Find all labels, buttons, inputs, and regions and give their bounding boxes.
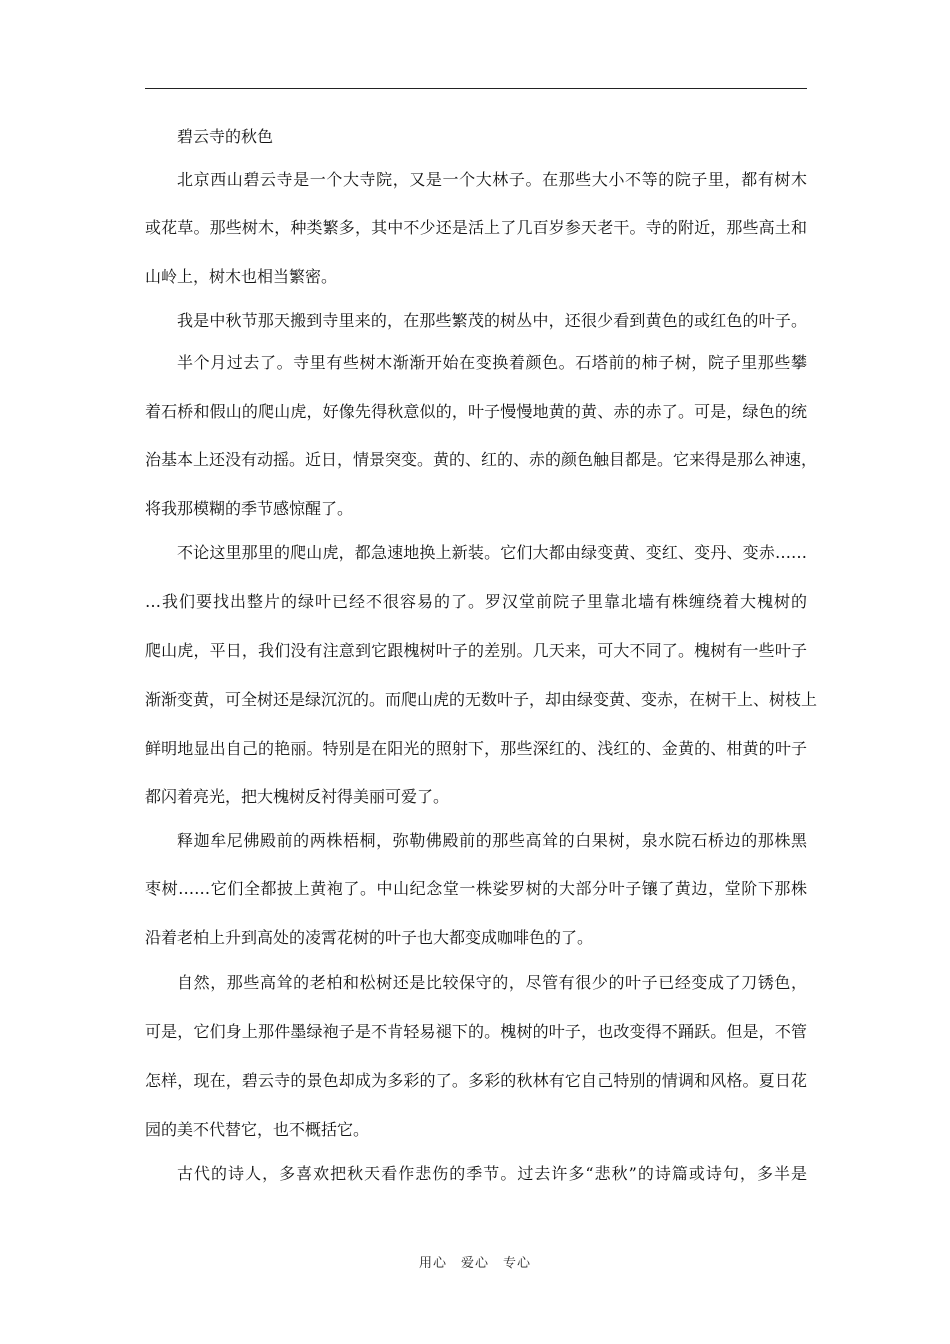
text-line: 不论这里那里的爬山虎，都急速地换上新装。它们大都由绿变黄、变红、变丹、变赤…… (177, 543, 807, 562)
text-line: 或花草。那些树木，种类繁多，其中不少还是活上了几百岁参天老干。寺的附近，那些高土和 (145, 218, 807, 237)
text-line: 释迦牟尼佛殿前的两株梧桐，弥勒佛殿前的那些高耸的白果树，泉水院石桥边的那株黑 (177, 831, 807, 850)
text-line: 将我那模糊的季节感惊醒了。 (145, 499, 354, 518)
page-footer: 用心 爱心 专心 (418, 1256, 531, 1271)
text-line: 都闪着亮光，把大槐树反衬得美丽可爱了。 (145, 787, 450, 806)
text-line: 爬山虎，平日，我们没有注意到它跟槐树叶子的差别。几天来，可大不同了。槐树有一些叶子 (145, 641, 807, 660)
article-title: 碧云寺的秋色 (177, 127, 274, 146)
text-line: 北京西山碧云寺是一个大寺院，又是一个大林子。在那些大小不等的院子里，都有树木 (177, 170, 807, 189)
text-line: …我们要找出整片的绿叶已经不很容易的了。罗汉堂前院子里靠北墙有株缠绕着大槐树的 (145, 592, 807, 611)
text-line: 可是，它们身上那件墨绿袍子是不肯轻易褪下的。槐树的叶子，也改变得不踊跃。但是，不管 (145, 1022, 807, 1041)
text-line: 我是中秋节那天搬到寺里来的，在那些繁茂的树丛中，还很少看到黄色的或红色的叶子。 (177, 311, 807, 330)
header-rule (145, 88, 807, 89)
text-line: 怎样，现在，碧云寺的景色却成为多彩的了。多彩的秋林有它自己特别的情调和风格。夏日花 (145, 1071, 807, 1090)
text-line: 枣树……它们全都披上黄袍了。中山纪念堂一株娑罗树的大部分叶子镶了黄边，堂阶下那株 (145, 879, 807, 898)
text-line: 鲜明地显出自己的艳丽。特别是在阳光的照射下，那些深红的、浅红的、金黄的、柑黄的叶子 (145, 739, 807, 758)
text-line: 古代的诗人，多喜欢把秋天看作悲伤的季节。过去许多“悲秋”的诗篇或诗句，多半是 (177, 1164, 807, 1183)
text-line: 治基本上还没有动摇。近日，情景突变。黄的、红的、赤的颜色触目都是。它来得是那么神速， (145, 450, 818, 469)
text-line: 沿着老柏上升到高处的凌霄花树的叶子也大都变成咖啡色的了。 (145, 928, 594, 947)
text-line: 着石桥和假山的爬山虎，好像先得秋意似的，叶子慢慢地黄的黄、赤的赤了。可是，绿色的统 (145, 402, 807, 421)
text-line: 半个月过去了。寺里有些树木渐渐开始在变换着颜色。石塔前的柿子树，院子里那些攀 (177, 353, 807, 372)
text-line: 自然，那些高耸的老柏和松树还是比较保守的，尽管有很少的叶子已经变成了刀锈色， (177, 973, 807, 992)
text-line: 园的美不代替它，也不概括它。 (145, 1120, 370, 1139)
text-line: 渐渐变黄，可全树还是绿沉沉的。而爬山虎的无数叶子，却由绿变黄、变赤，在树干上、树枝上 (145, 690, 818, 709)
text-line: 山岭上，树木也相当繁密。 (145, 267, 338, 286)
